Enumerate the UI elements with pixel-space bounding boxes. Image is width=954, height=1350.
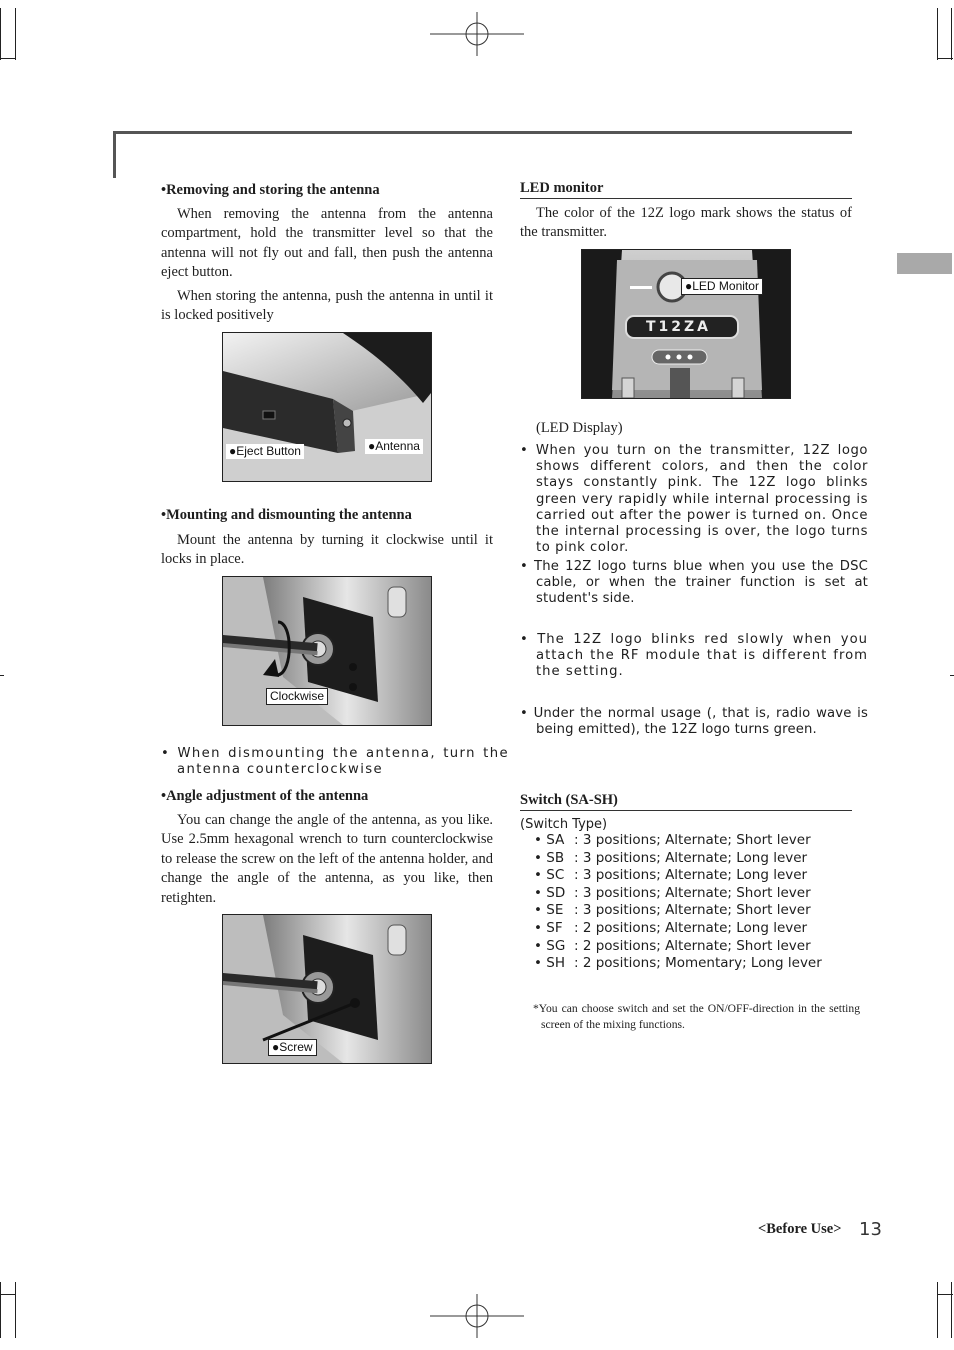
switch-item bbox=[534, 938, 822, 956]
header-bar bbox=[113, 131, 852, 134]
switch-item bbox=[534, 832, 822, 850]
heading-led-monitor: LED monitor bbox=[520, 180, 604, 196]
figure-screw bbox=[222, 914, 432, 1064]
clockwise-label: Clockwise bbox=[266, 688, 328, 705]
switch-key: • SG bbox=[534, 937, 566, 954]
switch-desc: : 2 positions; Momentary; Long lever bbox=[574, 955, 822, 972]
registration-mark-top bbox=[430, 12, 524, 56]
switch-key: • SH bbox=[534, 955, 565, 972]
switch-item bbox=[534, 955, 822, 973]
led-display-caption: (LED Display) bbox=[536, 420, 623, 436]
switch-item bbox=[534, 867, 822, 885]
heading-removing: •Removing and storing the antenna bbox=[161, 182, 380, 198]
page-number: 13 bbox=[859, 1219, 882, 1240]
switch-key: • SB bbox=[534, 849, 565, 866]
switch-desc: : 3 positions; Alternate; Short lever bbox=[574, 832, 811, 848]
led-bullet-1: • When you turn on the transmitter, 12Z logo shows different colors, and then the color stays constantly pink. The 12Z logo blinks green very rapidly while internal processing is carried out after the power is turned on. Once the internal processing is over, the logo turns to pink color. bbox=[520, 443, 868, 556]
switch-key: • SE bbox=[534, 902, 564, 919]
switch-desc: : 3 positions; Alternate; Long lever bbox=[574, 867, 808, 884]
angle-paragraph: You can change the angle of the antenna, as you like. Use 2.5mm hexagonal wrench to turn counterclockwise to release the screw on the left of the antenna holder, and change the angle of the antenna, as you like, then retighten. bbox=[161, 812, 493, 906]
switch-desc: : 2 positions; Alternate; Long lever bbox=[574, 919, 808, 936]
mounting-paragraph: Mount the antenna by turning it clockwise until it locks in place. bbox=[161, 532, 493, 568]
switch-desc: : 3 positions; Alternate; Long lever bbox=[574, 849, 808, 866]
switch-item bbox=[534, 850, 822, 868]
switch-item bbox=[534, 885, 822, 903]
switch-desc: : 3 positions; Alternate; Short lever bbox=[574, 884, 811, 901]
angle-adjust-illustration bbox=[223, 915, 431, 1063]
removing-paragraph-2: When storing the antenna, push the antenna in until it is locked positively bbox=[161, 288, 493, 324]
switch-key: • SF bbox=[534, 919, 563, 936]
led-monitor-label: ●LED Monitor bbox=[681, 278, 763, 295]
switch-type-label: (Switch Type) bbox=[520, 817, 608, 832]
switch-heading-rule bbox=[520, 810, 852, 811]
switch-item bbox=[534, 920, 822, 938]
switch-desc: : 2 positions; Alternate; Short lever bbox=[574, 937, 811, 954]
led-bullet-4: • Under the normal usage (, that is, radio wave is being emitted), the 12Z logo turns green. bbox=[520, 706, 868, 738]
switch-key: • SD bbox=[534, 884, 566, 901]
footer-section-label: <Before Use> bbox=[758, 1221, 842, 1237]
antenna-label: ●Antenna bbox=[365, 439, 423, 454]
switch-item bbox=[534, 902, 822, 920]
eject-button-label: ●Eject Button bbox=[226, 444, 304, 459]
figure-clockwise bbox=[222, 576, 432, 726]
dismount-bullet: • When dismounting the antenna, turn the antenna counterclockwise bbox=[161, 746, 509, 778]
heading-mounting: •Mounting and dismounting the antenna bbox=[161, 507, 412, 523]
switch-list bbox=[534, 832, 822, 973]
t12za-logo-text: T12ZA bbox=[646, 319, 712, 335]
registration-mark-bottom bbox=[430, 1294, 524, 1338]
heading-switch: Switch (SA-SH) bbox=[520, 792, 618, 808]
led-bullet-2: • The 12Z logo turns blue when you use the DSC cable, or when the trainer function is set at student's side. bbox=[520, 559, 868, 607]
header-bar-left bbox=[113, 131, 116, 178]
removing-paragraph-1: When removing the antenna from the antenna compartment, hold the transmitter level so that the antenna will not fly out and fall, then push the antenna eject button. bbox=[161, 206, 493, 281]
heading-angle: •Angle adjustment of the antenna bbox=[161, 788, 369, 804]
switch-note: *You can choose switch and set the ON/OFF-direction in the setting screen of the mixing functions. bbox=[533, 1002, 860, 1031]
chapter-tab bbox=[897, 253, 952, 274]
figure-eject-antenna bbox=[222, 332, 432, 482]
switch-desc: : 3 positions; Alternate; Short lever bbox=[574, 902, 811, 919]
figure-led-monitor bbox=[581, 249, 791, 399]
led-paragraph: The color of the 12Z logo mark shows the status of the transmitter. bbox=[520, 205, 852, 241]
screw-label: ●Screw bbox=[268, 1039, 317, 1056]
switch-key: • SC bbox=[534, 867, 565, 884]
led-heading-rule bbox=[520, 198, 852, 199]
switch-key: • SA bbox=[534, 832, 565, 848]
led-bullet-3: • The 12Z logo blinks red slowly when you attach the RF module that is different from the setting. bbox=[520, 632, 868, 680]
